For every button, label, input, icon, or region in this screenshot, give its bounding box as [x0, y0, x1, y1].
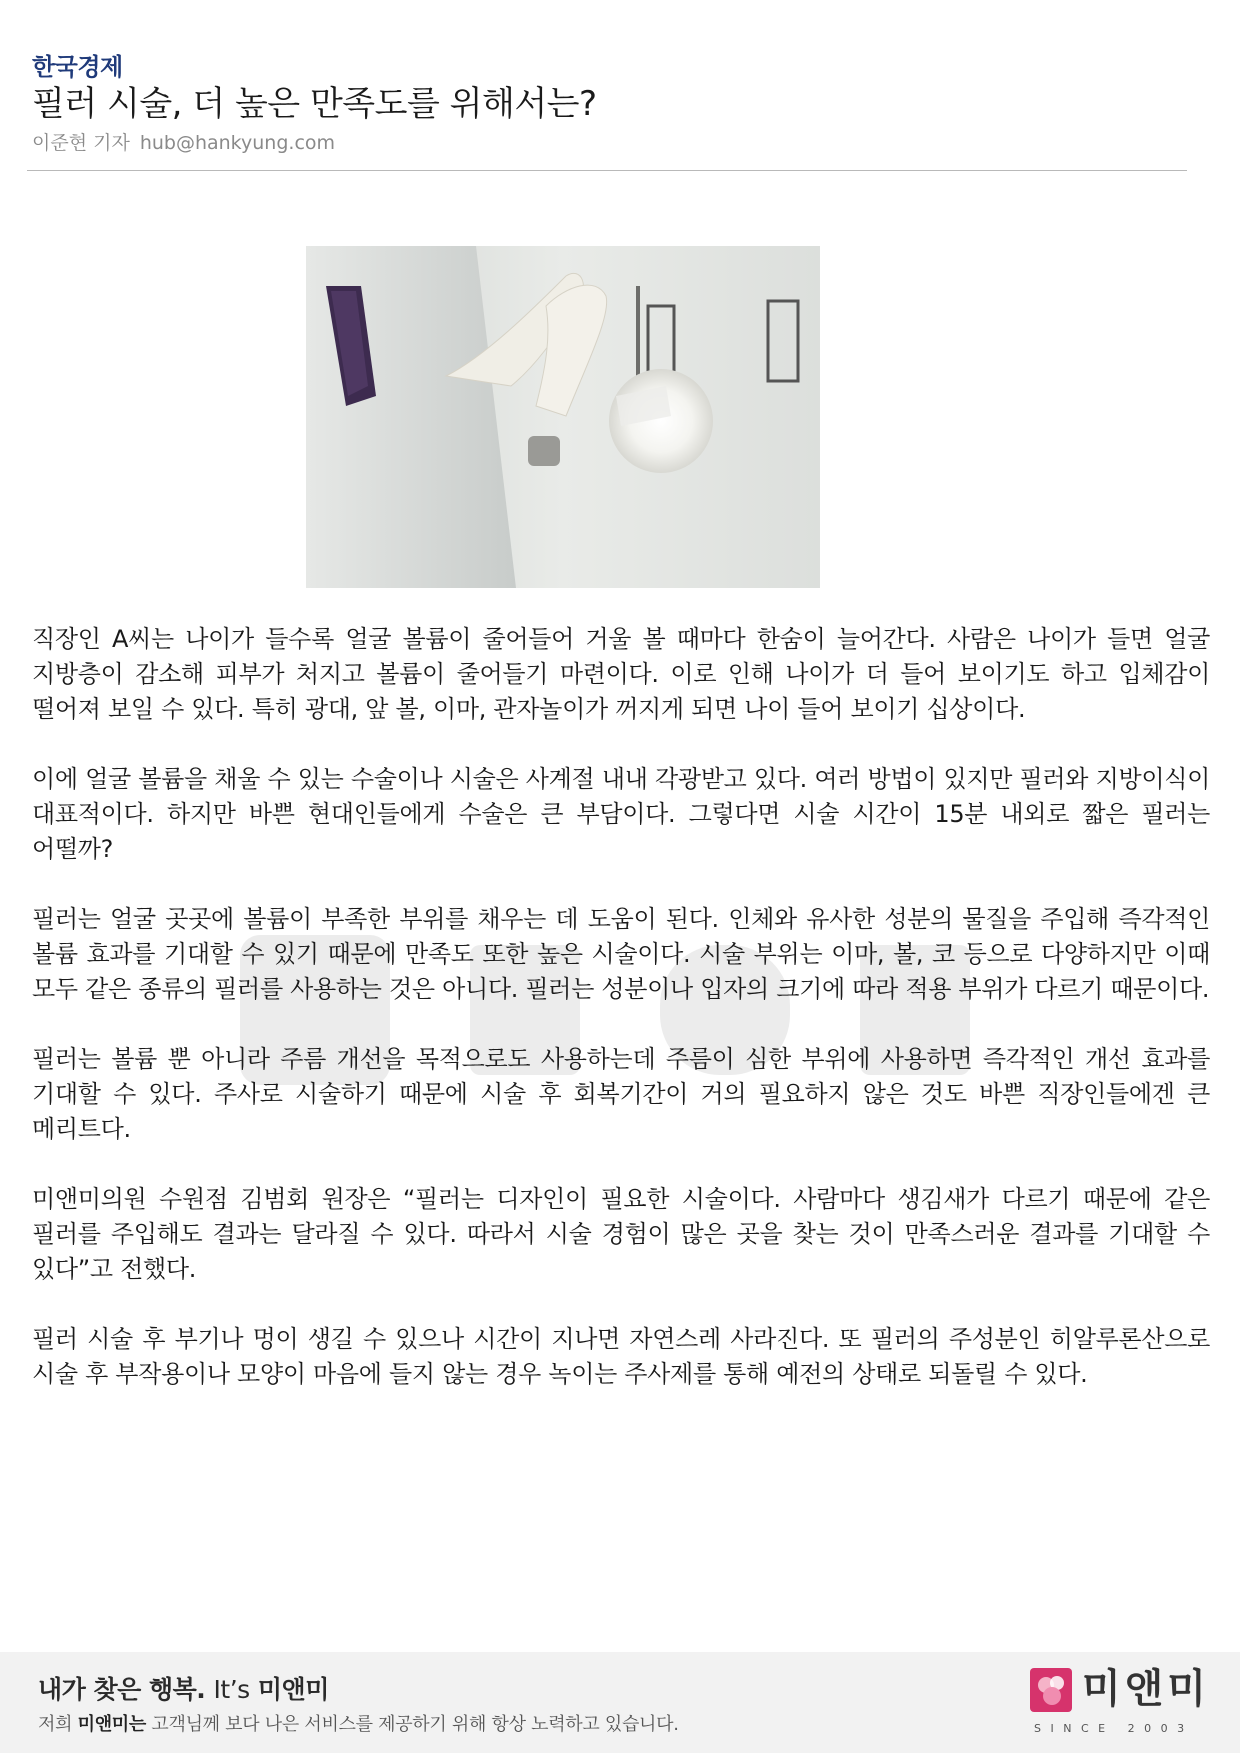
logo-mark-svg	[1030, 1668, 1072, 1712]
footer-logo-since: SINCE 2003	[1034, 1722, 1194, 1735]
article-paragraph: 이에 얼굴 볼륨을 채울 수 있는 수술이나 시술은 사계절 내내 각광받고 있다. 여러 방법이 있지만 필러와 지방이식이 대표적이다. 하지만 바쁜 현대인들에게 수술은 큰 부담이다. 그렇다면 시술 시간이 15분 내외로 짧은 필러는 어떨까?	[32, 765, 1210, 863]
byline-email: hub@hankyung.com	[139, 132, 336, 154]
article-paragraph: 직장인 A씨는 나이가 들수록 얼굴 볼륨이 줄어들어 거울 볼 때마다 한숨이 늘어간다. 사람은 나이가 들면 얼굴 지방층이 감소해 피부가 처지고 볼륨이 줄어들기 마련이다. 이로 인해 나이가 더 들어 보이기도 하고 입체감이 떨어져 보일 수 있다. 특히 광대, 앞 볼, 이마, 관자놀이가 꺼지게 되면 나이 들어 보이기 십상이다.	[32, 625, 1210, 723]
notice-prefix: 저희	[38, 1714, 73, 1735]
notice-brand: 미앤미는	[77, 1714, 146, 1735]
slogan-en: It’s	[213, 1675, 250, 1704]
footer-banner	[0, 1652, 1240, 1753]
footer-logo-text: 미앤미	[1082, 1666, 1210, 1712]
article-paragraph: 필러는 얼굴 곳곳에 볼륨이 부족한 부위를 채우는 데 도움이 된다. 인체와 유사한 성분의 물질을 주입해 즉각적인 볼륨 효과를 기대할 수 있기 때문에 만족도 또한 높은 시술이다. 시술 부위는 이마, 볼, 코 등으로 다양하지만 이때 모두 같은 종류의 필러를 사용하는 것은 아니다. 필러는 성분이나 입자의 크기에 따라 적용 부위가 다르기 때문이다.	[32, 905, 1210, 1003]
byline-author: 이준현 기자	[32, 132, 130, 154]
footer-notice	[38, 1713, 679, 1737]
photo-illustration	[306, 246, 820, 588]
slogan-brand: 미앤미	[257, 1675, 329, 1704]
mienmi-flower-logo-icon	[1030, 1668, 1072, 1712]
article-paragraph: 필러 시술 후 부기나 멍이 생길 수 있으나 시간이 지나면 자연스레 사라진다. 또 필러의 주성분인 히알루론산으로 시술 후 부작용이나 모양이 마음에 들지 않는 경우 녹이는 주사제를 통해 예전의 상태로 되돌릴 수 있다.	[32, 1325, 1210, 1388]
byline	[32, 130, 1187, 156]
notice-rest: 고객님께 보다 나은 서비스를 제공하기 위해 항상 노력하고 있습니다.	[151, 1714, 679, 1735]
slogan-ko: 내가 찾은 행복.	[38, 1675, 206, 1704]
header-divider	[27, 170, 1187, 171]
article-header	[32, 52, 1187, 156]
article-paragraph: 미앤미의원 수원점 김범회 원장은 “필러는 디자인이 필요한 시술이다. 사람마다 생김새가 다르기 때문에 같은 필러를 주입해도 결과는 달라질 수 있다. 따라서 시술 경험이 많은 곳을 찾는 것이 만족스러운 결과를 기대할 수 있다”고 전했다.	[32, 1185, 1210, 1283]
article-paragraph: 필러는 볼륨 뿐 아니라 주름 개선을 목적으로도 사용하는데 주름이 심한 부위에 사용하면 즉각적인 개선 효과를 기대할 수 있다. 주사로 시술하기 때문에 시술 후 회복기간이 거의 필요하지 않은 것도 바쁜 직장인들에겐 큰 메리트다.	[32, 1045, 1210, 1143]
newspaper-name: 한국경제	[32, 53, 123, 81]
article-body	[32, 622, 1210, 1427]
doctor-gloves-photo	[306, 246, 820, 588]
article-headline: 필러 시술, 더 높은 만족도를 위해서는?	[32, 84, 597, 124]
footer-slogan	[38, 1674, 329, 1706]
